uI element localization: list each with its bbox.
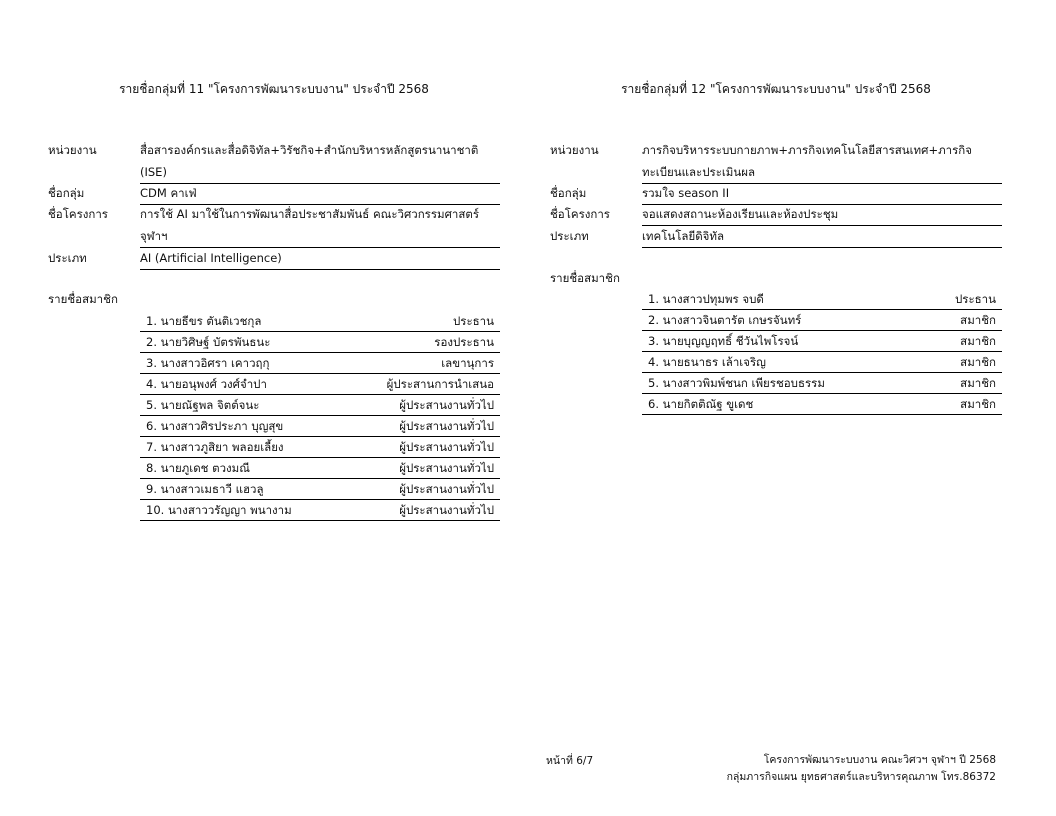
project-value: จอแสดงสถานะห้องเรียนและห้องประชุม: [642, 203, 1002, 226]
member-row: [140, 353, 500, 374]
footer-line-project: โครงการพัฒนาระบบงาน คณะวิศวฯ จุฬาฯ ปี 2568: [763, 754, 996, 766]
member-name: 7. นางสาวภูสิยา พลอยเลี้ยง: [146, 440, 284, 454]
member-name: 5. นางสาวพิมพ์ชนก เพียรชอบธรรม: [648, 376, 825, 390]
member-role: สมาชิก: [960, 313, 996, 327]
project-value: การใช้ AI มาใช้ในการพัฒนาสื่อประชาสัมพันธ์ คณะวิศวกรรมศาสตร์ จุฬาฯ: [140, 203, 500, 248]
member-role: เลขานุการ: [441, 356, 494, 370]
member-name: 2. นายวิศิษฐ์ บัตรพันธนะ: [146, 335, 271, 349]
group-name-label: ชื่อกลุ่ม: [550, 186, 587, 200]
member-role: ผู้ประสานงานทั่วไป: [399, 419, 494, 433]
member-role: ผู้ประสานงานทั่วไป: [399, 482, 494, 496]
members-label: รายชื่อสมาชิก: [550, 271, 620, 285]
project-label: ชื่อโครงการ: [550, 207, 610, 221]
project-label: ชื่อโครงการ: [48, 207, 108, 221]
member-name: 6. นายกิตติณัฐ ขูเดช: [648, 397, 754, 411]
member-name: 2. นางสาวจินตารัต เกษรจันทร์: [648, 313, 802, 327]
member-role: ผู้ประสานงานทั่วไป: [399, 461, 494, 475]
member-row: [642, 352, 1002, 373]
member-role: สมาชิก: [960, 397, 996, 411]
members-list: [642, 289, 1002, 415]
member-role: สมาชิก: [960, 355, 996, 369]
member-row: [140, 332, 500, 353]
member-name: 6. นางสาวศิรประภา บุญสุข: [146, 419, 284, 433]
type-label: ประเภท: [550, 229, 589, 243]
member-name: 9. นางสาวเมธาวี แฮวลู: [146, 482, 264, 496]
member-row: [140, 500, 500, 521]
member-row: [140, 479, 500, 500]
member-role: รองประธาน: [434, 335, 494, 349]
footer-line-contact: กลุ่มภารกิจแผน ยุทธศาสตร์และบริหารคุณภาพ โทร.86372: [726, 771, 996, 783]
unit-label: หน่วยงาน: [550, 143, 599, 157]
member-role: ผู้ประสานการนำเสนอ: [386, 377, 494, 391]
type-value: เทคโนโลยีดิจิทัล: [642, 225, 1002, 248]
group-title: รายชื่อกลุ่มที่ 12 "โครงการพัฒนาระบบงาน" ประจำปี 2568: [621, 82, 931, 96]
member-name: 3. นายบุญญฤทธิ์ ชีวันไพโรจน์: [648, 334, 799, 348]
members-label: รายชื่อสมาชิก: [48, 292, 118, 306]
unit-label: หน่วยงาน: [48, 143, 97, 157]
type-label: ประเภท: [48, 251, 87, 265]
member-name: 1. นายธีขร ตันติเวชกุล: [146, 314, 262, 328]
type-value: AI (Artificial Intelligence): [140, 247, 500, 270]
member-row: [140, 395, 500, 416]
member-role: ประธาน: [955, 292, 996, 306]
member-row: [140, 374, 500, 395]
member-role: ประธาน: [453, 314, 494, 328]
member-name: 3. นางสาวอิศรา เคาวฤกุ: [146, 356, 270, 370]
member-role: ผู้ประสานงานทั่วไป: [399, 440, 494, 454]
member-row: [140, 437, 500, 458]
member-row: [642, 289, 1002, 310]
member-row: [642, 310, 1002, 331]
member-row: [642, 373, 1002, 394]
page-number: หน้าที่ 6/7: [546, 755, 594, 767]
unit-value: สื่อสารองค์กรและสื่อดิจิทัล+วิรัชกิจ+สำนักบริหารหลักสูตรนานาชาติ (ISE): [140, 139, 500, 184]
group-title: รายชื่อกลุ่มที่ 11 "โครงการพัฒนาระบบงาน" ประจำปี 2568: [119, 82, 429, 96]
group-name-label: ชื่อกลุ่ม: [48, 186, 85, 200]
member-row: [140, 416, 500, 437]
member-role: ผู้ประสานงานทั่วไป: [399, 398, 494, 412]
unit-value: ภารกิจบริหารระบบกายภาพ+ภารกิจเทคโนโลยีสารสนเทศ+ภารกิจ ทะเบียนและประเมินผล: [642, 139, 1002, 184]
member-row: [140, 311, 500, 332]
member-name: 5. นายณัฐพล จิตต์จนะ: [146, 398, 260, 412]
member-row: [642, 331, 1002, 352]
member-row: [140, 458, 500, 479]
members-list: [140, 311, 500, 521]
member-role: ผู้ประสานงานทั่วไป: [399, 503, 494, 517]
member-name: 1. นางสาวปทุมพร จบดี: [648, 292, 764, 306]
group-name-value: CDM คาเฟ่: [140, 182, 500, 205]
footer-info: [727, 752, 996, 786]
member-role: สมาชิก: [960, 334, 996, 348]
member-row: [642, 394, 1002, 415]
member-name: 10. นางสาววรัญญา พนางาม: [146, 503, 292, 517]
member-name: 8. นายภูเดช ตวงมณี: [146, 461, 250, 475]
member-name: 4. นายธนาธร เล้าเจริญ: [648, 355, 766, 369]
group-name-value: รวมใจ season II: [642, 182, 1002, 205]
member-name: 4. นายอนุพงศ์ วงศ์จำปา: [146, 377, 267, 391]
member-role: สมาชิก: [960, 376, 996, 390]
